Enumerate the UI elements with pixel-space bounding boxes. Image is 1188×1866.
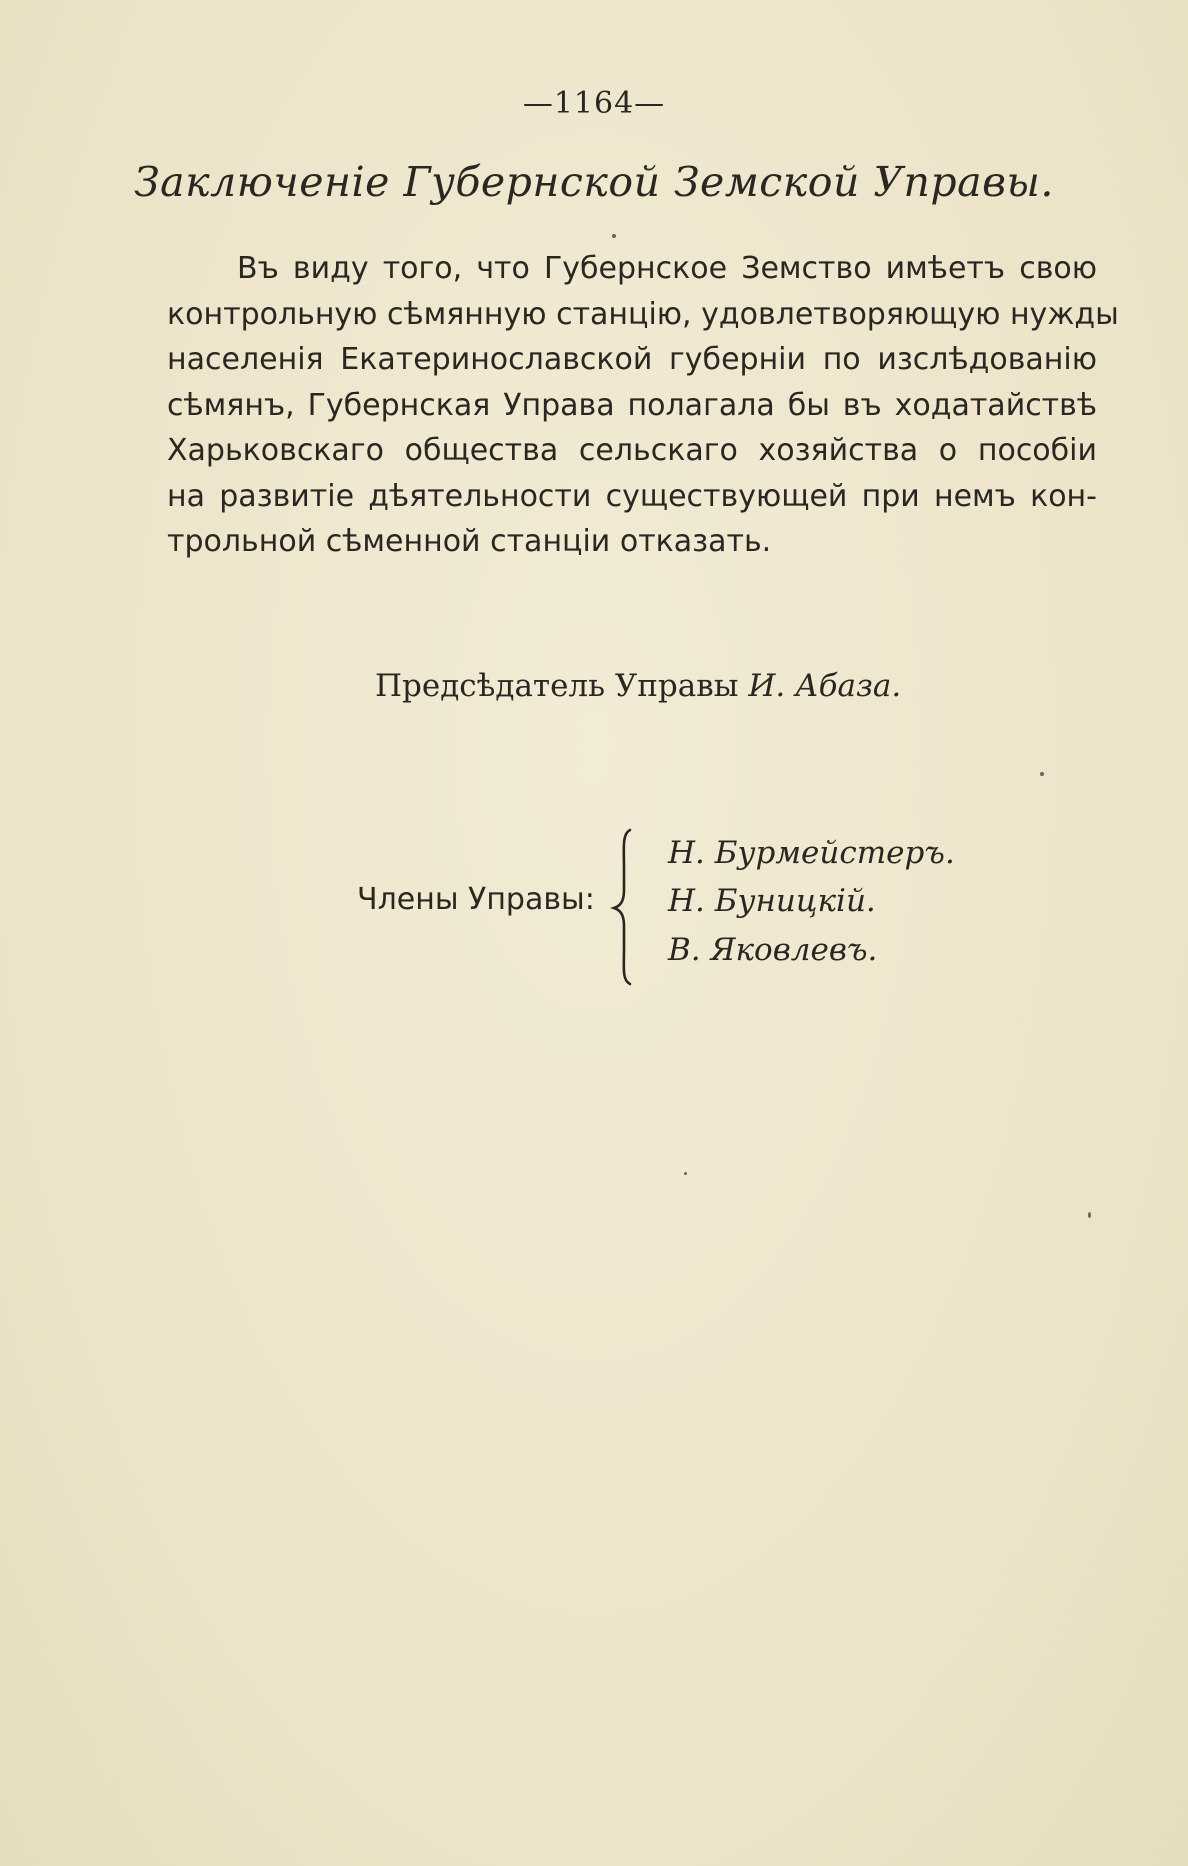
paper-speck <box>1040 772 1044 776</box>
member-name: В. Яковлевъ. <box>668 932 878 968</box>
chairman-name: И. Абаза. <box>748 668 902 704</box>
page-number: —1164— <box>522 86 666 121</box>
member-name: Н. Бурмейстеръ. <box>668 835 955 871</box>
paragraph-line: Харьковскаго общества сельскаго хозяйства о пособіи <box>167 433 1097 468</box>
members-label: Члены Управы: <box>357 882 595 917</box>
paper-speck <box>684 1172 687 1175</box>
paragraph-line: трольной сѣменной станціи отказать. <box>167 524 772 559</box>
paragraph-line: сѣмянъ, Губернская Управа полагала бы въ ходатайствѣ <box>167 387 1097 423</box>
member-name: Н. Буницкій. <box>668 883 876 919</box>
body-paragraph <box>167 246 1119 565</box>
paragraph-line: на развитіе дѣятельности существующей при немъ кон- <box>167 478 1097 514</box>
chairman-signature <box>375 668 901 704</box>
chairman-title: Предсѣдатель Управы <box>375 668 739 704</box>
curly-brace-icon <box>610 828 634 986</box>
paragraph-line: контрольную сѣмянную станцію, удовлетворяющую нужды <box>167 296 1119 332</box>
paper-speck <box>1088 1212 1091 1218</box>
paragraph-line: Въ виду того, что Губернское Земство имѣетъ свою <box>237 251 1097 286</box>
paper-speck <box>612 234 616 238</box>
section-heading: Заключеніе Губернской Земской Управы. <box>134 158 1054 206</box>
paragraph-line: населенія Екатеринославской губерніи по изслѣдованію <box>167 342 1097 377</box>
